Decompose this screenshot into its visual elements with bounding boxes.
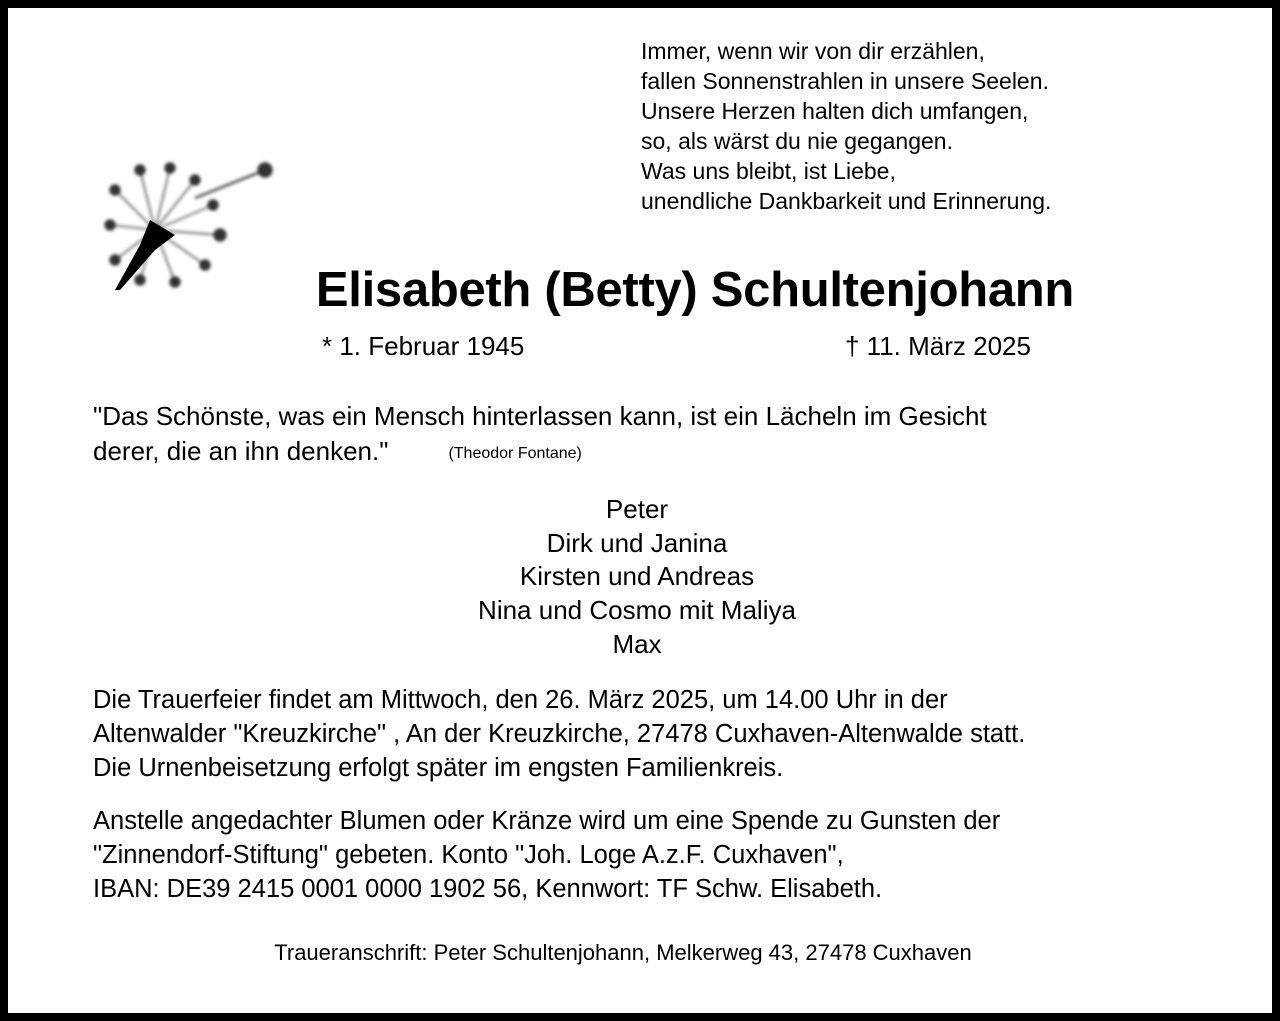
mourner: Dirk und Janina (546, 527, 728, 558)
poem-line: Was uns bleibt, ist Liebe, (641, 158, 896, 184)
poem-line: so, als wärst du nie gegangen. (641, 128, 953, 154)
quote-line: derer, die an ihn denken." (93, 436, 389, 466)
donation-line: Anstelle angedachter Blumen oder Kränze wird um eine Spende zu Gunsten der (93, 807, 1001, 835)
mourning-address: Traueranschrift: Peter Schultenjohann, Melkerweg 43, 27478 Cuxhaven (274, 940, 972, 965)
funeral-line: Die Trauerfeier findet am Mittwoch, den 26. März 2025, um 14.00 Uhr in der (93, 686, 948, 714)
birth-date: * 1. Februar 1945 (322, 331, 525, 361)
quote-source: (Theodor Fontane) (448, 445, 582, 462)
donation-line: IBAN: DE39 2415 0001 0000 1902 56, Kennwort: TF Schw. Elisabeth. (93, 875, 883, 903)
poem-line: fallen Sonnenstrahlen in unsere Seelen. (641, 68, 1049, 94)
funeral-line: Altenwalder "Kreuzkirche" , An der Kreuzkirche, 27478 Cuxhaven-Altenwalde statt. (93, 720, 1026, 748)
mourners-list (0, 493, 1274, 662)
quote-line: "Das Schönste, was ein Mensch hinterlassen kann, ist ein Lächeln im Gesicht (93, 401, 987, 431)
poem-line: Immer, wenn wir von dir erzählen, (641, 38, 985, 64)
poem (641, 36, 1051, 216)
quote (93, 399, 987, 471)
mourner: Kirsten und Andreas (519, 561, 755, 592)
mourner: Max (612, 628, 662, 659)
funeral-line: Die Urnenbeisetzung erfolgt später im engsten Familienkreis. (93, 754, 784, 782)
poem-line: unendliche Dankbarkeit und Erinnerung. (641, 188, 1052, 214)
donation-info (93, 804, 1000, 906)
deceased-name: Elisabeth (Betty) Schultenjohann (315, 263, 1075, 317)
poem-line: Unsere Herzen halten dich umfangen, (641, 98, 1029, 124)
funeral-info (93, 683, 1025, 785)
mourner: Nina und Cosmo mit Maliya (478, 595, 796, 626)
mourner: Peter (605, 494, 669, 524)
death-date: † 11. März 2025 (845, 331, 1031, 361)
donation-line: "Zinnendorf-Stiftung" gebeten. Konto "Joh. Loge A.z.F. Cuxhaven", (93, 841, 844, 869)
